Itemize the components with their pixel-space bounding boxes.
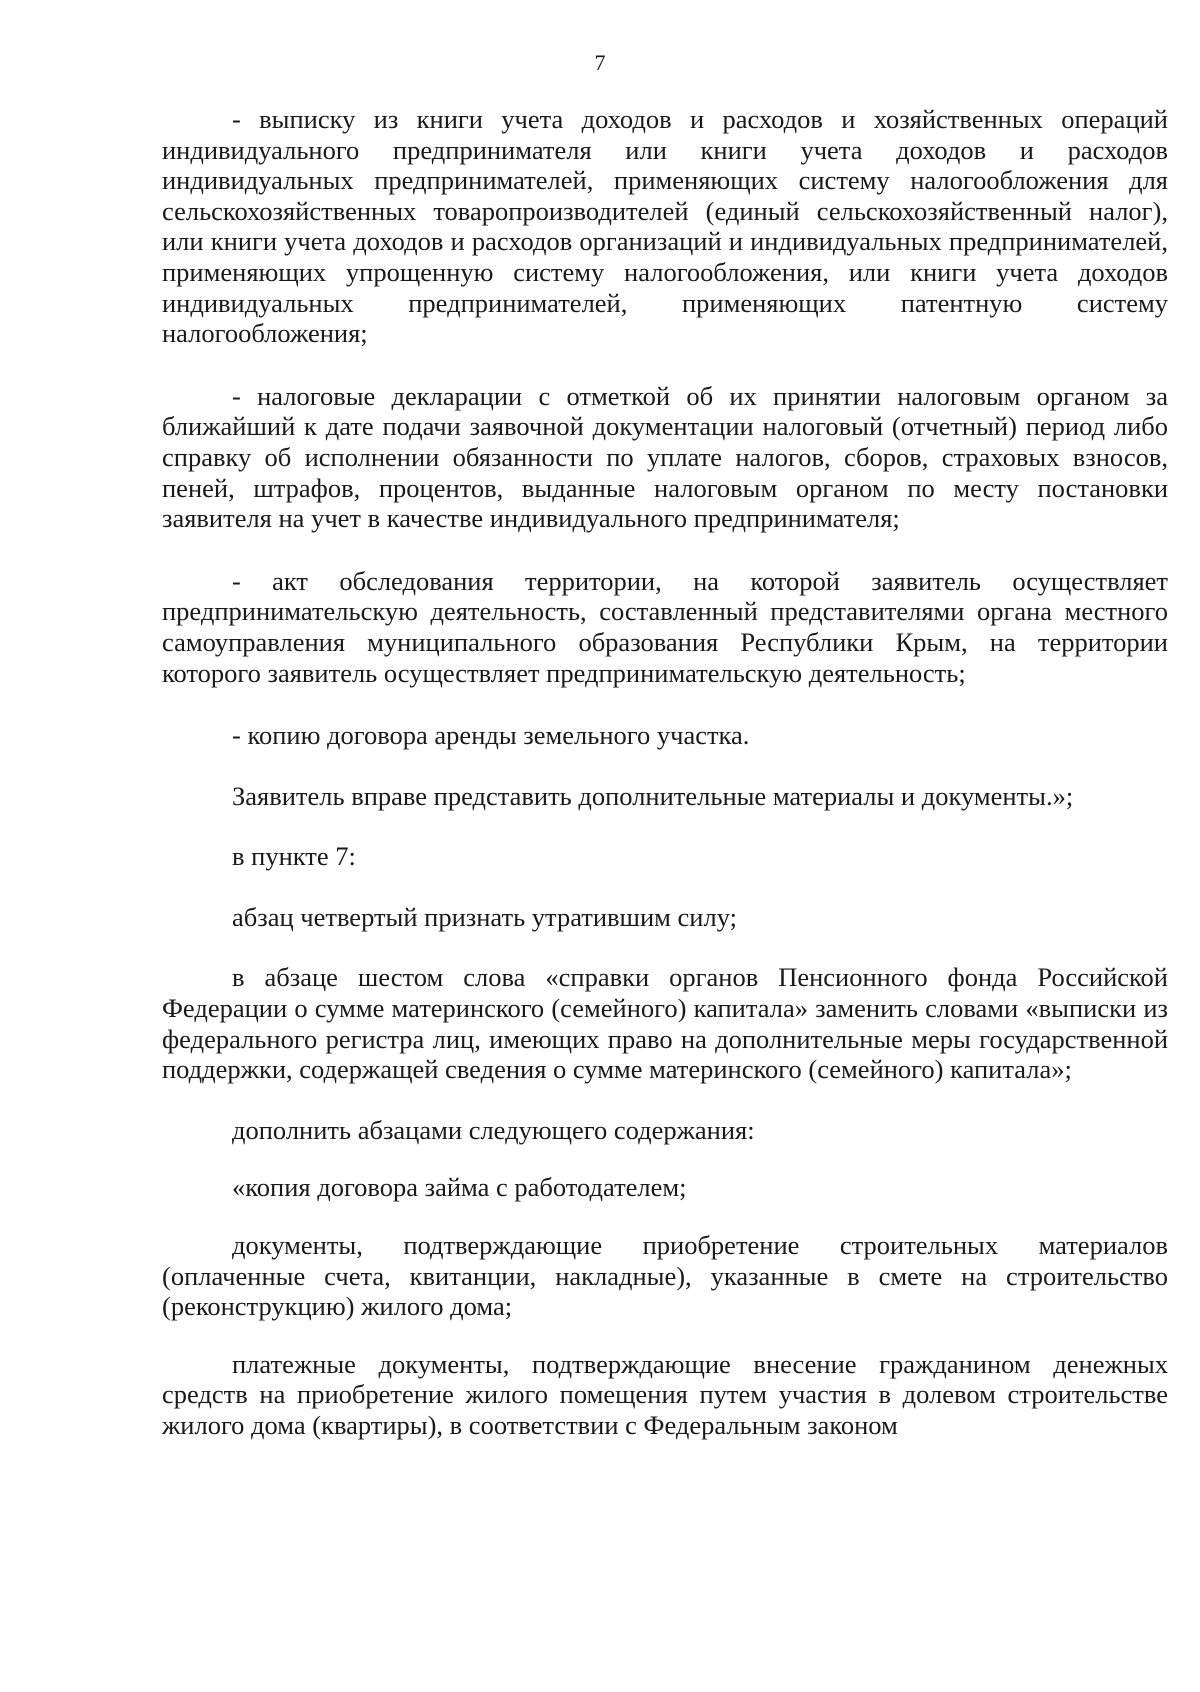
paragraph-loan-agreement-copy: «копия договора займа с работодателем; [232, 1172, 687, 1203]
paragraph-payment-documents: платежные документы, подтверждающие внесение гражданином денежных средств на приобретение жилого помещения путем участия в долевом строительстве жилого дома (квартиры), в соответствии с Федеральным законом [162, 1348, 1168, 1440]
paragraph-add-paragraphs: дополнить абзацами следующего содержания: [232, 1114, 755, 1145]
paragraph-construction-materials: документы, подтверждающие приобретение строительных материалов (оплаченные счета, квитанции, накладные), указанные в смете на строительство (реконструкцию) жилого дома; [162, 1230, 1168, 1322]
paragraph-fourth-paragraph-void: абзац четвертый признать утратившим силу; [232, 901, 737, 932]
paragraph-income-ledger-extract: - выписку из книги учета доходов и расходов и хозяйственных операций индивидуального предпринимателя или книги учета доходов и расходов индивидуальных предпринимателей, применяющих систему налогообложения для сельскохозяйственных товаропроизводителей (единый сельскохозяйственный налог), или книги учета доходов и расходов организаций и индивидуальных предпринимателей, применяющих упрощенную систему налогообложения, или книги учета доходов индивидуальных предпринимателей, применяющих патентную систему налогообложения; [162, 104, 1168, 349]
paragraph-additional-materials: Заявитель вправе представить дополнительные материалы и документы.»; [232, 780, 1074, 811]
paragraph-land-lease-copy: - копию договора аренды земельного участка. [232, 720, 750, 751]
page-number: 7 [594, 50, 606, 75]
paragraph-point-7: в пункте 7: [232, 841, 356, 872]
paragraph-territory-inspection-act: - акт обследования территории, на которой заявитель осуществляет предпринимательскую деятельность, составленный представителями органа местного самоуправления муниципального образования Республики Крым, на территории которого заявитель осуществляет предпринимательскую деятельность; [162, 565, 1168, 688]
paragraph-tax-declarations: - налоговые декларации с отметкой об их принятии налоговым органом за ближайший к дате подачи заявочной документации налоговый (отчетный) период либо справку об исполнении обязанности по уплате налогов, сборов, страховых взносов, пеней, штрафов, процентов, выданные налоговым органом по месту постановки заявителя на учет в качестве индивидуального предпринимателя; [162, 380, 1168, 534]
paragraph-sixth-paragraph-replace: в абзаце шестом слова «справки органов Пенсионного фонда Российской Федерации о сумме материнского (семейного) капитала» заменить словами «выписки из федерального регистра лиц, имеющих право на дополнительные меры государственной поддержки, содержащей сведения о сумме материнского (семейного) капитала»; [162, 962, 1168, 1085]
document-body [162, 104, 1168, 1441]
